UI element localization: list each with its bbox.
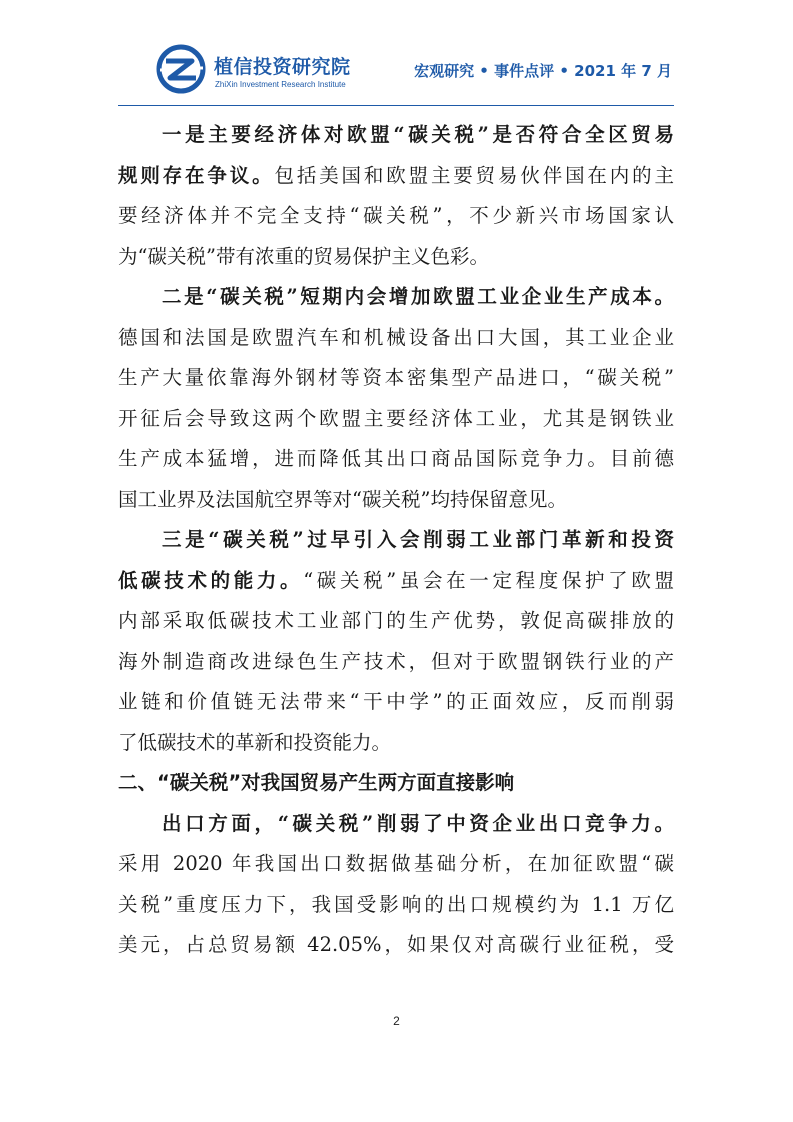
report-category: 宏观研究 • 事件点评 • 2021 年 7 月 <box>414 62 672 80</box>
body-text: 业链和价值链无法带来“干中学”的正面效应，反而削弱 <box>118 690 674 713</box>
body-text: “碳关税”虽会在一定程度保护了欧盟 <box>303 568 674 592</box>
body-text: 开征后会导致这两个欧盟主要经济体工业，尤其是钢铁业 <box>118 406 674 430</box>
text-line <box>118 885 674 926</box>
body-text: 生产大量依靠海外钢材等资本密集型产品进口，“碳关税” <box>118 366 674 389</box>
body-text: 采用 2020 年我国出口数据做基础分析，在加征欧盟“碳 <box>118 852 674 875</box>
text-line <box>118 682 674 723</box>
page-header <box>118 38 674 104</box>
body-text: 为“碳关税”带有浓重的贸易保护主义色彩。 <box>118 244 489 268</box>
zhixin-logo-icon <box>156 44 206 94</box>
section-heading <box>118 763 674 804</box>
body-text: 了低碳技术的革新和投资能力。 <box>118 730 392 754</box>
text-line <box>118 196 674 237</box>
body-text: 包括美国和欧盟主要贸易伙伴国在内的主 <box>274 163 674 187</box>
text-line <box>118 399 674 440</box>
text-line <box>118 318 674 359</box>
logo-chinese-name: 植信投资研究院 <box>214 56 351 78</box>
header-divider <box>118 105 674 106</box>
document-body <box>118 115 674 966</box>
text-line <box>118 237 674 278</box>
bold-lead-text: 三是“碳关税”过早引入会削弱工业部门革新和投资 <box>162 528 674 551</box>
text-line <box>118 723 674 764</box>
bold-lead-text: 出口方面，“碳关税”削弱了中资企业出口竞争力。 <box>162 811 674 835</box>
body-text: 关税”重度压力下，我国受影响的出口规模约为 1.1 万亿 <box>118 892 674 916</box>
body-text: 内部采取低碳技术工业部门的生产优势，敦促高碳排放的 <box>118 609 674 632</box>
bold-lead-text: 低碳技术的能力。 <box>118 568 304 592</box>
body-text: 海外制造商改进绿色生产技术，但对于欧盟钢铁行业的产 <box>118 649 674 673</box>
text-line <box>118 601 674 642</box>
bold-lead-text: 规则存在争议。 <box>118 163 275 187</box>
text-line <box>118 520 674 561</box>
text-line <box>118 358 674 399</box>
body-text: 国工业界及法国航空界等对“碳关税”均持保留意见。 <box>118 487 567 511</box>
bold-lead-text: 二是“碳关税”短期内会增加欧盟工业企业生产成本。 <box>162 285 674 308</box>
text-line <box>118 277 674 318</box>
body-text: 要经济体并不完全支持“碳关税”，不少新兴市场国家认 <box>118 204 674 227</box>
body-text: 美元，占总贸易额 42.05%，如果仅对高碳行业征税，受 <box>118 933 674 956</box>
text-line <box>118 115 674 156</box>
body-text: 德国和法国是欧盟汽车和机械设备出口大国，其工业企业 <box>118 325 674 349</box>
section-heading-text: 二、“碳关税”对我国贸易产生两方面直接影响 <box>118 771 515 794</box>
text-line <box>118 480 674 521</box>
text-line <box>118 642 674 683</box>
text-line <box>118 844 674 885</box>
bold-lead-text: 一是主要经济体对欧盟“碳关税”是否符合全区贸易 <box>162 123 674 146</box>
text-line <box>118 925 674 966</box>
text-line <box>118 439 674 480</box>
text-line <box>118 156 674 197</box>
text-line <box>118 561 674 602</box>
page-number: 2 <box>393 1014 400 1028</box>
logo-english-name: ZhiXin Investment Research Institute <box>215 80 346 89</box>
text-line <box>118 804 674 845</box>
body-text: 生产成本猛增，进而降低其出口商品国际竞争力。目前德 <box>118 447 674 470</box>
